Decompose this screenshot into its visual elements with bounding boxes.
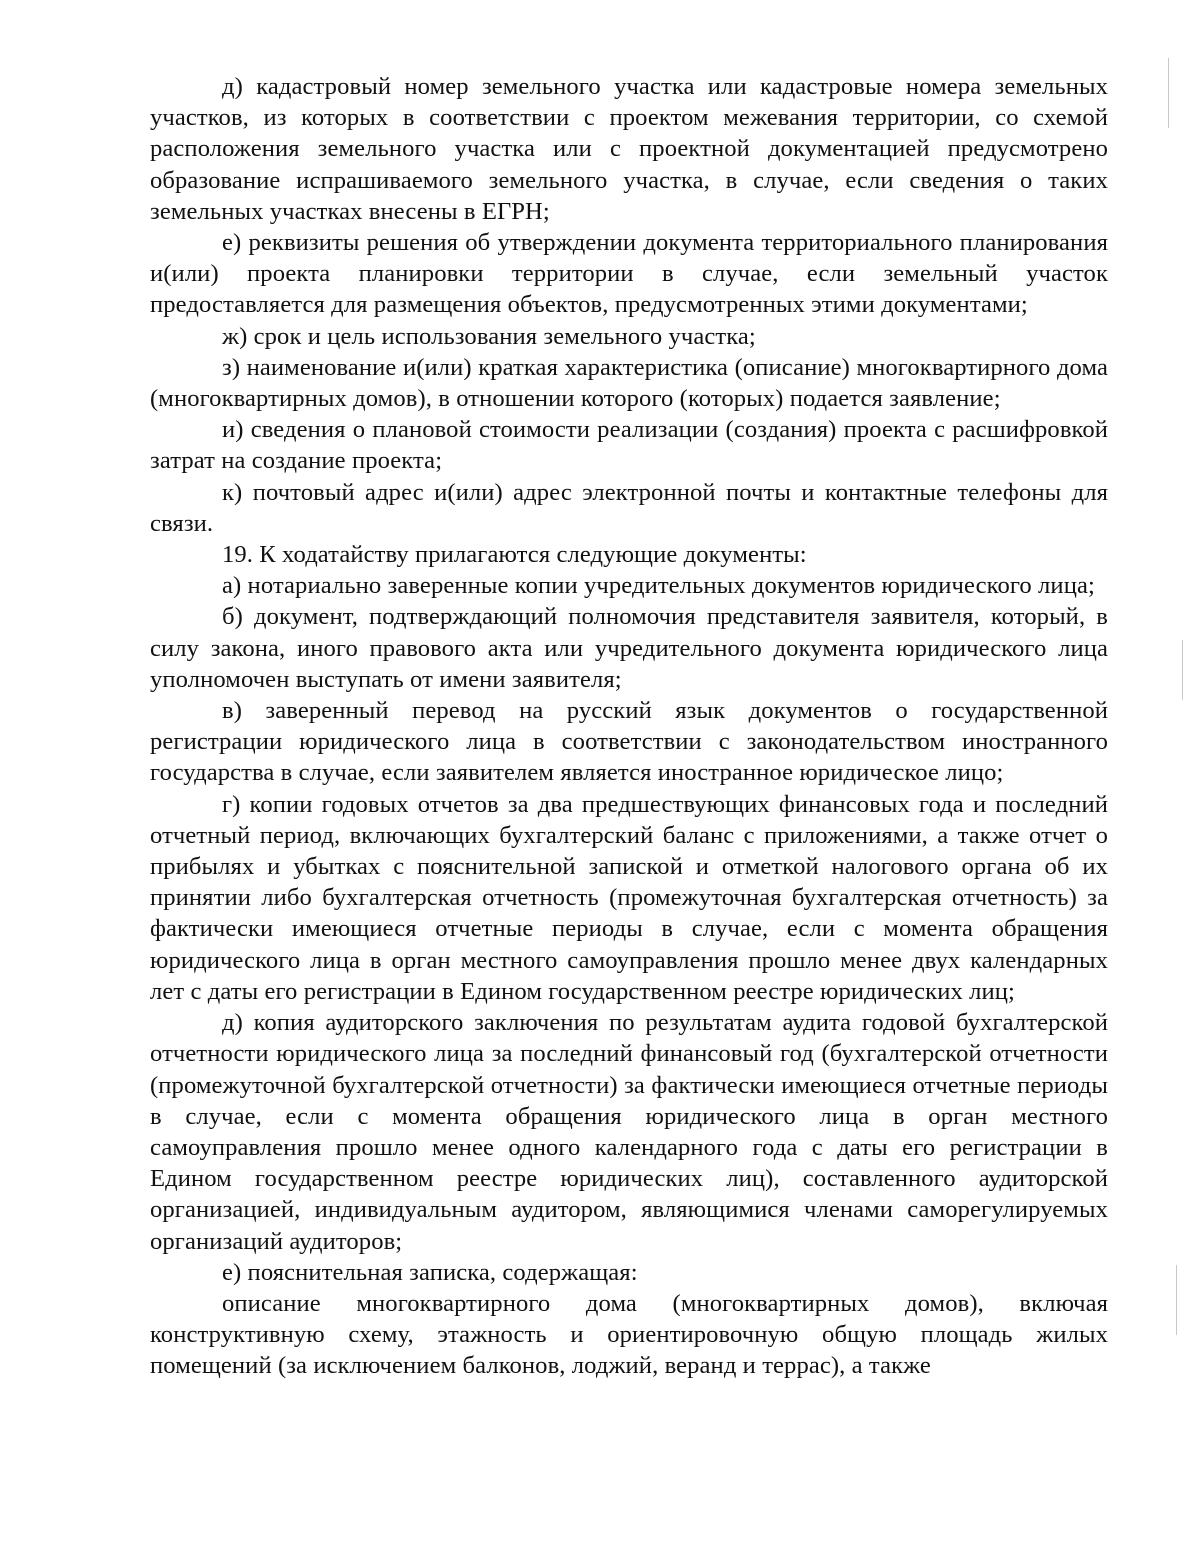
paragraph-item-e-note: е) пояснительная записка, содержащая:: [222, 1258, 638, 1286]
paragraph-item-i-cost: и) сведения о плановой стоимости реализации (создания) проекта с расшифровкой затрат на создание проекта;: [150, 416, 1108, 475]
paragraph-item-b-authority: б) документ, подтверждающий полномочия представителя заявителя, который, в силу закона, иного правового акта или учредительного документа юридического лица уполномочен выступать от имени заявителя;: [150, 603, 1108, 693]
paragraph-item-d-audit: д) копия аудиторского заключения по результатам аудита годовой бухгалтерской отчетности юридического лица за последний финансовый год (бухгалтерской отчетности (промежуточной бухгалтерской отчетности) за фактически имеющиеся отчетные периоды в случае, если с момента обращения юридического лица в орган местного самоуправления прошло менее одного календарного года с даты его регистрации в Едином государственном реестре юридических лиц), составленного аудиторской организацией, индивидуальным аудитором, являющимися членами саморегулируемых организаций аудиторов;: [150, 1009, 1108, 1255]
document-body: [150, 71, 1108, 1382]
paragraph-item-e-planning: е) реквизиты решения об утверждении документа территориального планирования и(или) проекта планировки территории в случае, если земельный участок предоставляется для размещения объектов, предусмотренных этими документами;: [150, 229, 1108, 319]
scan-edge-mark: [1182, 640, 1183, 700]
scan-edge-mark: [1176, 1265, 1177, 1335]
paragraph-item-g-reports: г) копии годовых отчетов за два предшествующих финансовых года и последний отчетный период, включающих бухгалтерский баланс с приложениями, а также отчет о прибылях и убытках с пояснительной запиской и отметкой налогового органа об их принятии либо бухгалтерская отчетность (промежуточная бухгалтерская отчетность) за фактически имеющиеся отчетные периоды в случае, если с момента обращения юридического лица в орган местного самоуправления прошло менее двух календарных лет с даты его регистрации в Едином государственном реестре юридических лиц;: [150, 790, 1108, 1005]
paragraph-clause-19: 19. К ходатайству прилагаются следующие документы:: [222, 541, 807, 569]
paragraph-item-v-translation: в) заверенный перевод на русский язык документов о государственной регистрации юридического лица в соответствии с законодательством иностранного государства в случае, если заявителем является иностранное юридическое лицо;: [150, 697, 1108, 787]
paragraph-item-d-cadastral: д) кадастровый номер земельного участка или кадастровые номера земельных участков, из которых в соответствии с проектом межевания территории, со схемой расположения земельного участка или с проектной документацией предусмотрено образование испрашиваемого земельного участка, в случае, если сведения о таких земельных участках внесены в ЕГРН;: [150, 73, 1108, 225]
paragraph-item-z-building: з) наименование и(или) краткая характеристика (описание) многоквартирного дома (многоквартирных домов), в отношении которого (которых) подается заявление;: [150, 353, 1108, 413]
paragraph-item-k-contacts: к) почтовый адрес и(или) адрес электронной почты и контактные телефоны для связи.: [150, 478, 1108, 537]
paragraph-description: описание многоквартирного дома (многоквартирных домов), включая конструктивную схему, этажность и ориентировочную общую площадь жилых помещений (за исключением балконов, лоджий, веранд и террас), а также: [150, 1289, 1108, 1380]
paragraph-item-a-notarial: а) нотариально заверенные копии учредительных документов юридического лица;: [222, 572, 1095, 600]
paragraph-item-zh-term: ж) срок и цель использования земельного участка;: [222, 322, 756, 350]
scan-edge-mark: [1168, 58, 1169, 128]
